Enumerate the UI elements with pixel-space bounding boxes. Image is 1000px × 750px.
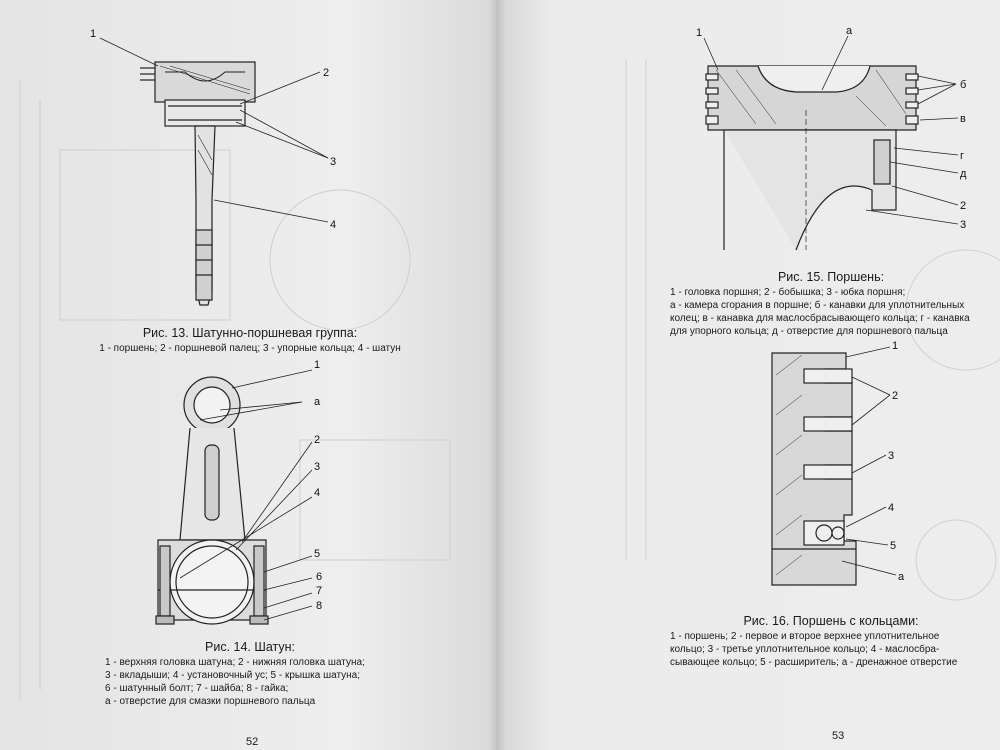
fig15-legend-line: для упорного кольца; д - отверстие для поршневого пальца — [670, 326, 948, 337]
fig15-label-d: д — [960, 168, 967, 180]
fig16-legend-line: сывающее кольцо; 5 - расширитель; а - дренажное отверстие — [670, 657, 958, 668]
fig15-caption — [670, 270, 992, 338]
fig15-label-a: а — [846, 25, 853, 37]
left-page-number: 52 — [246, 736, 259, 748]
fig14-label-7: 7 — [316, 585, 323, 597]
fig16-title: Рис. 16. Поршень с кольцами: — [743, 614, 919, 628]
fig13-label-3: 3 — [330, 156, 337, 168]
fig15-label-g: г — [960, 150, 965, 162]
right-page — [496, 0, 1000, 750]
right-page-number: 53 — [832, 730, 845, 742]
fig14-label-1: 1 — [314, 359, 321, 371]
fig14-drawing — [0, 350, 496, 630]
fig15-legend-line: а - камера сгорания в поршне; б - канавки для уплотнительных — [670, 300, 965, 311]
fig14-legend-line: 3 - вкладыши; 4 - установочный ус; 5 - крышка шатуна; — [105, 670, 360, 681]
fig16-label-3: 3 — [888, 450, 895, 462]
fig14-label-3: 3 — [314, 461, 321, 473]
fig16-label-1: 1 — [892, 340, 899, 352]
fig15-label-3: 3 — [960, 219, 967, 231]
fig15-title: Рис. 15. Поршень: — [777, 270, 885, 284]
fig16-label-a: а — [898, 571, 905, 583]
fig13-title: Рис. 13. Шатунно-поршневая группа: — [142, 326, 358, 340]
fig15-label-v: в — [960, 113, 966, 125]
fig14-label-a: а — [314, 396, 321, 408]
fig14-label-6: 6 — [316, 571, 323, 583]
fig13-label-4: 4 — [330, 219, 337, 231]
fig16-drawing — [496, 335, 1000, 605]
fig16-label-4: 4 — [888, 502, 895, 514]
fig14-label-4: 4 — [314, 487, 321, 499]
left-page — [0, 0, 496, 750]
fig13-legend: 1 - поршень; 2 - поршневой палец; 3 - упорные кольца; 4 - шатун — [99, 343, 401, 354]
fig14-legend-line: а - отверстие для смазки поршневого пальца — [105, 696, 316, 707]
fig14-title: Рис. 14. Шатун: — [205, 640, 295, 654]
fig15-legend-line: колец; в - канавка для маслосбрасывающего кольца; г - канавка — [670, 313, 970, 324]
fig16-label-5: 5 — [890, 540, 897, 552]
fig15-label-1: 1 — [696, 27, 703, 39]
fig16-label-2: 2 — [892, 390, 899, 402]
fig15-label-b: б — [960, 79, 967, 91]
fig14-label-5: 5 — [314, 548, 321, 560]
fig14-caption — [105, 640, 395, 708]
fig13-drawing — [0, 0, 496, 330]
fig16-caption — [670, 614, 992, 669]
fig13-label-2: 2 — [323, 67, 330, 79]
fig15-legend-line: 1 - головка поршня; 2 - бобышка; 3 - юбка поршня; — [670, 287, 906, 298]
fig14-legend-line: 6 - шатунный болт; 7 - шайба; 8 - гайка; — [105, 683, 289, 694]
fig14-legend-line: 1 - верхняя головка шатуна; 2 - нижняя головка шатуна; — [105, 657, 365, 668]
fig16-legend-line: кольцо; 3 - третье уплотнительное кольцо; 4 - маслосбра- — [670, 644, 940, 655]
fig14-label-2: 2 — [314, 434, 321, 446]
book-gutter — [488, 0, 506, 750]
fig15-drawing — [496, 0, 1000, 260]
fig13-label-1: 1 — [90, 28, 97, 40]
fig14-label-8: 8 — [316, 600, 323, 612]
fig16-legend-line: 1 - поршень; 2 - первое и второе верхнее уплотнительное — [670, 631, 940, 642]
fig15-label-2: 2 — [960, 200, 967, 212]
